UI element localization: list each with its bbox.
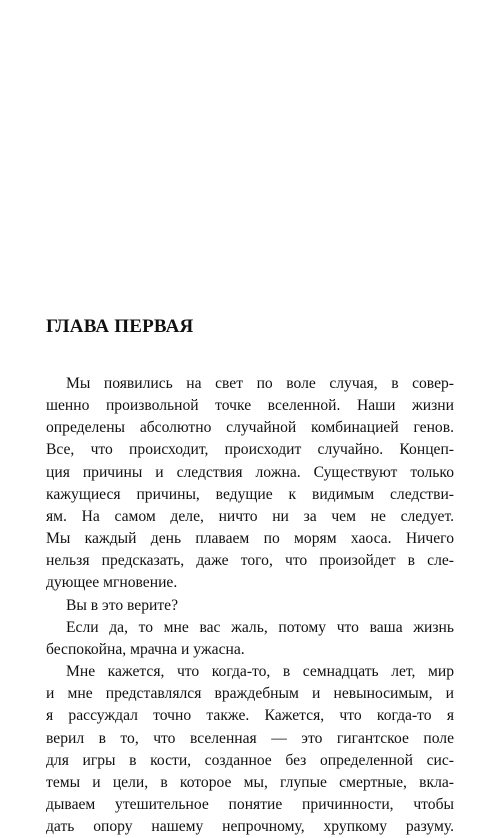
paragraph — [46, 373, 454, 595]
text-line: беспокойна, мрачна и ужасна. — [46, 640, 245, 658]
text-line: кажущиеся причины, ведущие к видимым следстви- — [46, 485, 454, 503]
text-line: для игры в кости, созданное без определенной сис- — [46, 751, 454, 769]
text-line: верил в то, что вселенная — это гигантское поле — [46, 729, 454, 747]
text-line: Мы появились на свет по воле случая, в совер- — [66, 375, 454, 392]
text-line: ция причины и следствия ложна. Существуют только — [46, 463, 454, 481]
chapter-title: ГЛАВА ПЕРВАЯ — [46, 316, 194, 337]
text-line: дать опору нашему непрочному, хрупкому разуму. — [46, 818, 454, 836]
text-line: шенно произвольной точке вселенной. Наши жизни — [46, 397, 454, 415]
text-line: Все, что происходит, происходит случайно. Концеп- — [46, 441, 454, 459]
paragraph — [46, 661, 454, 838]
text-line: Вы в это верите? — [66, 596, 179, 614]
text-line: дываем утешительное понятие причинности, чтобы — [46, 795, 454, 813]
text-line: Если да, то мне вас жаль, потому что ваша жизнь — [66, 618, 454, 636]
text-line: Мне кажется, что когда-то, в семнадцать лет, мир — [66, 663, 454, 681]
text-line: я рассуждал точно также. Кажется, что когда-то я — [46, 707, 454, 725]
paragraph — [46, 617, 454, 661]
text-line: дующее мгновение. — [46, 574, 178, 592]
text-line: Мы каждый день плаваем по морям хаоса. Ничего — [46, 530, 454, 548]
text-line: и мне представлялся враждебным и невыносимым, и — [46, 685, 454, 703]
chapter-body — [46, 373, 454, 838]
paragraph — [46, 595, 454, 617]
text-line: определены абсолютно случайной комбинацией генов. — [46, 419, 454, 437]
text-line: ям. На самом деле, ничто ни за чем не следует. — [46, 507, 454, 525]
text-line: темы и цели, в которое мы, глупые смертные, вкла- — [46, 773, 454, 791]
text-line: нельзя предсказать, даже того, что произойдет в сле- — [46, 552, 454, 570]
